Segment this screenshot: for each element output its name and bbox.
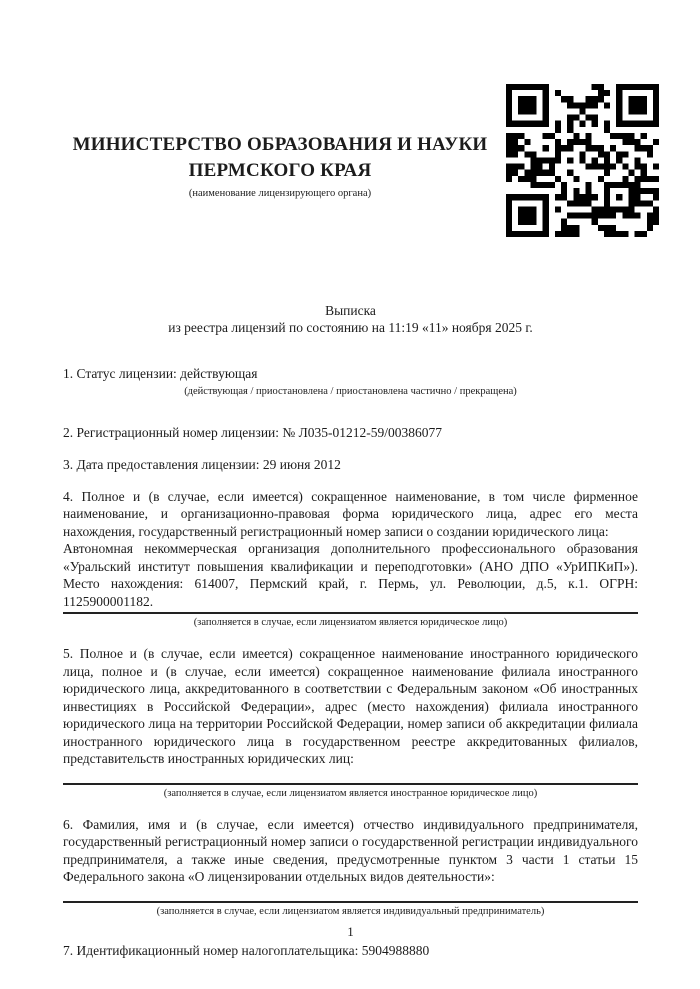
fill-in-rule-individual-entrepreneur — [63, 901, 638, 903]
ministry-name-line2: ПЕРМСКОГО КРАЯ — [188, 160, 372, 181]
document-title — [63, 302, 638, 336]
qr-code-icon — [506, 84, 659, 237]
fill-in-rule-foreign-entity — [63, 783, 638, 785]
field-registration-number: 2. Регистрационный номер лицензии: № Л035-01212-59/00386077 — [63, 424, 443, 440]
ministry-name-line1: МИНИСТЕРСТВО ОБРАЗОВАНИЯ И НАУКИ — [72, 134, 488, 155]
field-individual-entrepreneur-label: 6. Фамилия, имя и (в случае, если имеется) отчество индивидуального предпринимателя, государственный регистрационный номер записи о государственной регистрации индивидуального предпринимателя, а также иные сведения, предусмотренные пунктом 3 части 1 статьи 15 Федерального закона «О лицензировании отдельных видов деятельности»: — [63, 816, 638, 884]
field-individual-entrepreneur-caption: (заполняется в случае, если лицензиатом является индивидуальный предприниматель) — [156, 905, 545, 917]
licensing-authority-header — [58, 132, 502, 201]
field-legal-entity-label: 4. Полное и (в случае, если имеется) сокращенное наименование, в том числе фирменное наименование, и организационно-правовая форма юридического лица, адрес его места нахождения, государственный регистрационный номер записи о создании юридического лица: — [63, 488, 638, 539]
fill-in-rule-legal-entity — [63, 612, 638, 614]
title-line1: Выписка — [325, 303, 376, 318]
field-grant-date: 3. Дата предоставления лицензии: 29 июня 2012 — [63, 457, 341, 472]
field-foreign-entity-caption: (заполняется в случае, если лицензиатом является иностранное юридическое лицо) — [163, 787, 538, 799]
field-legal-entity-value: Автономная некоммерческая организация дополнительного профессионального образования «Уральский институт повышения квалификации и переподготовки» (АНО ДПО «УрИПКиП»). Место нахождения: 614007, Пермский край, г. Пермь, ул. Революции, д.5, к.1. ОГРН: 1125900001182. — [63, 541, 638, 609]
field-foreign-entity-label: 5. Полное и (в случае, если имеется) сокращенное наименование иностранного юридического лица, полное и (в случае, если имеется) сокращенное наименование филиала иностранного юридического лица, аккредитованного в соответствии с Федеральным законом «Об иностранных инвестициях в Российской Федерации», адрес (место нахождения) филиала иностранного юридического лица на территории Российской Федерации, номер записи об аккредитации филиала иностранного юридического лица в государственном реестре аккредитованных филиалов, представительств иностранных юридических лиц: — [63, 646, 638, 766]
field-legal-entity-caption: (заполняется в случае, если лицензиатом является юридическое лицо) — [193, 617, 508, 628]
title-line2: из реестра лицензий по состоянию на 11:19 «11» ноября 2025 г. — [168, 320, 533, 335]
blank-line-individual-entrepreneur — [63, 886, 638, 899]
field-license-status: 1. Статус лицензии: действующая — [63, 366, 258, 381]
page-number: 1 — [347, 924, 354, 939]
field-license-status-caption: (действующая / приостановлена / приостановлена частично / прекращена) — [184, 385, 517, 397]
ministry-caption: (наименование лицензирующего органа) — [188, 188, 372, 199]
document-body — [63, 365, 638, 959]
field-taxpayer-id: 7. Идентификационный номер налогоплательщика: 5904988880 — [63, 942, 430, 958]
blank-line-foreign-entity — [63, 768, 638, 781]
